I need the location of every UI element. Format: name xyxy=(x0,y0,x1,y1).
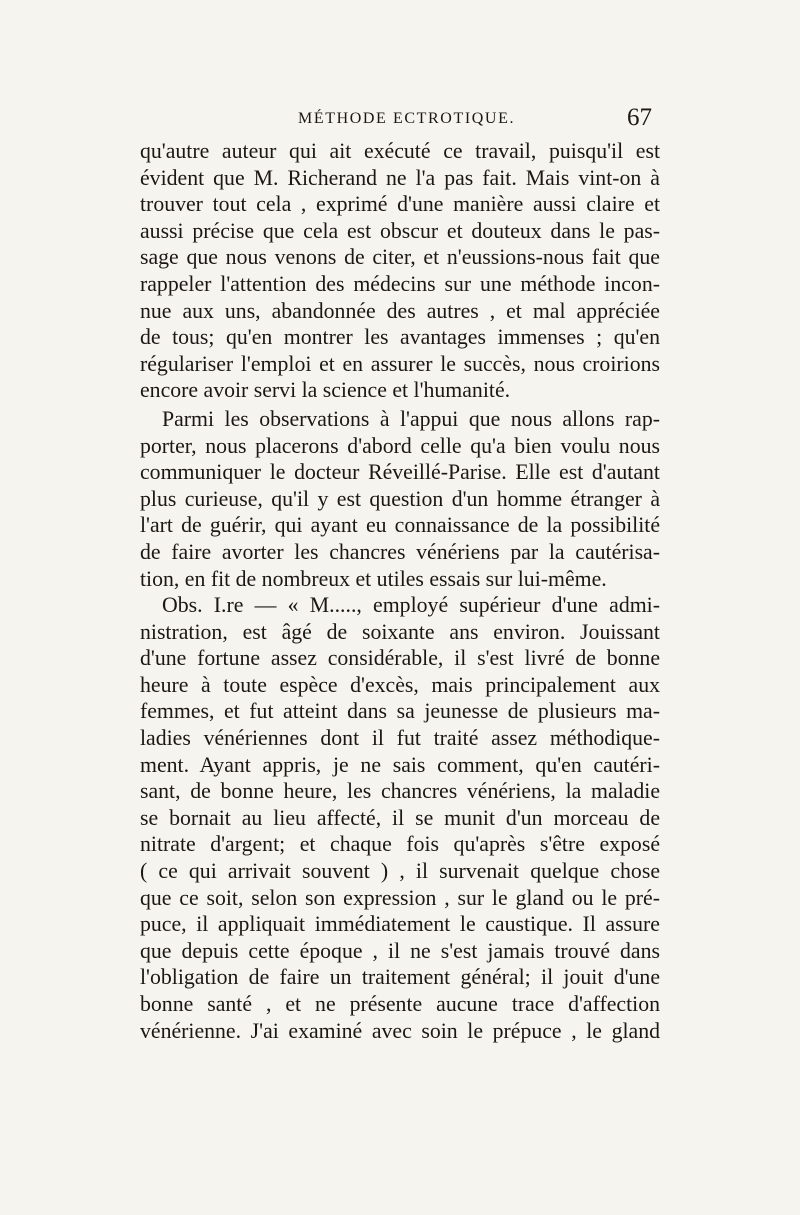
text-line: de faire avorter les chancres vénériens par la cautérisa- xyxy=(140,539,660,564)
text-line: qu'autre auteur qui ait exécuté ce travail, puisqu'il est xyxy=(140,139,660,163)
text-line: puce, il appliquait immédiatement le caustique. Il assure xyxy=(140,912,660,937)
text-line: sage que nous venons de citer, et n'eussions-nous fait que xyxy=(140,245,660,270)
text-line: évident que M. Richerand ne l'a pas fait. Mais vint-on à xyxy=(140,165,660,190)
text-line: l'art de guérir, qui ayant eu connaissance de la possibilité xyxy=(140,513,660,538)
text-line: nitrate d'argent; et chaque fois qu'après s'être exposé xyxy=(140,832,660,857)
text-line: ladies vénériennes dont il fut traité assez méthodique- xyxy=(140,726,660,751)
text-line: femmes, et fut atteint dans sa jeunesse de plusieurs ma- xyxy=(140,699,660,724)
text-line: nue aux uns, abandonnée des autres , et mal appréciée xyxy=(140,298,660,323)
observation-start-line: Obs. I.re — « M....., employé supérieur d'une admi- xyxy=(162,593,660,618)
paragraph-end-line: encore avoir servi la science et l'humanité. xyxy=(140,378,511,403)
text-line: de tous; qu'en montrer les avantages immenses ; qu'en xyxy=(140,325,660,350)
text-line: communiquer le docteur Réveillé-Parise. Elle est d'autant xyxy=(140,460,660,485)
text-line: ( ce qui arrivait souvent ) , il survenait quelque chose xyxy=(140,859,660,884)
text-line: vénérienne. J'ai examiné avec soin le prépuce , le gland xyxy=(140,1018,660,1043)
page-number: 67 xyxy=(627,104,652,131)
text-line: d'une fortune assez considérable, il s'est livré de bonne xyxy=(140,646,660,671)
running-title: MÉTHODE ECTROTIQUE. xyxy=(298,110,516,127)
text-line: porter, nous placerons d'abord celle qu'a bien voulu nous xyxy=(140,433,660,458)
text-line: plus curieuse, qu'il y est question d'un homme étranger à xyxy=(140,486,660,511)
text-line: trouver tout cela , exprimé d'une manière aussi claire et xyxy=(140,192,660,217)
text-line: sant, de bonne heure, les chancres vénériens, la maladie xyxy=(140,779,660,804)
text-line: que ce soit, selon son expression , sur le gland ou le pré- xyxy=(140,885,660,910)
text-line: ment. Ayant appris, je ne sais comment, qu'en cautéri- xyxy=(140,752,660,777)
text-line: nistration, est âgé de soixante ans environ. Jouissant xyxy=(140,619,660,644)
text-line: heure à toute espèce d'excès, mais principalement aux xyxy=(140,672,660,697)
body-text xyxy=(140,138,660,1044)
text-line: l'obligation de faire un traitement général; il jouit d'une xyxy=(140,965,660,990)
text-line: régulariser l'emploi et en assurer le succès, nous croirions xyxy=(140,351,660,376)
text-line: se bornait au lieu affecté, il se munit d'un morceau de xyxy=(140,805,660,830)
text-line: rappeler l'attention des médecins sur une méthode incon- xyxy=(140,271,660,296)
text-line: aussi précise que cela est obscur et douteux dans le pas- xyxy=(140,218,660,243)
page-header xyxy=(298,104,658,134)
text-line: que depuis cette époque , il ne s'est jamais trouvé dans xyxy=(140,938,660,963)
text-line: bonne santé , et ne présente aucune trace d'affection xyxy=(140,992,660,1016)
paragraph-end-line: tion, en fit de nombreux et utiles essais sur lui-même. xyxy=(140,566,607,591)
paragraph-start-line: Parmi les observations à l'appui que nous allons rap- xyxy=(162,406,660,431)
